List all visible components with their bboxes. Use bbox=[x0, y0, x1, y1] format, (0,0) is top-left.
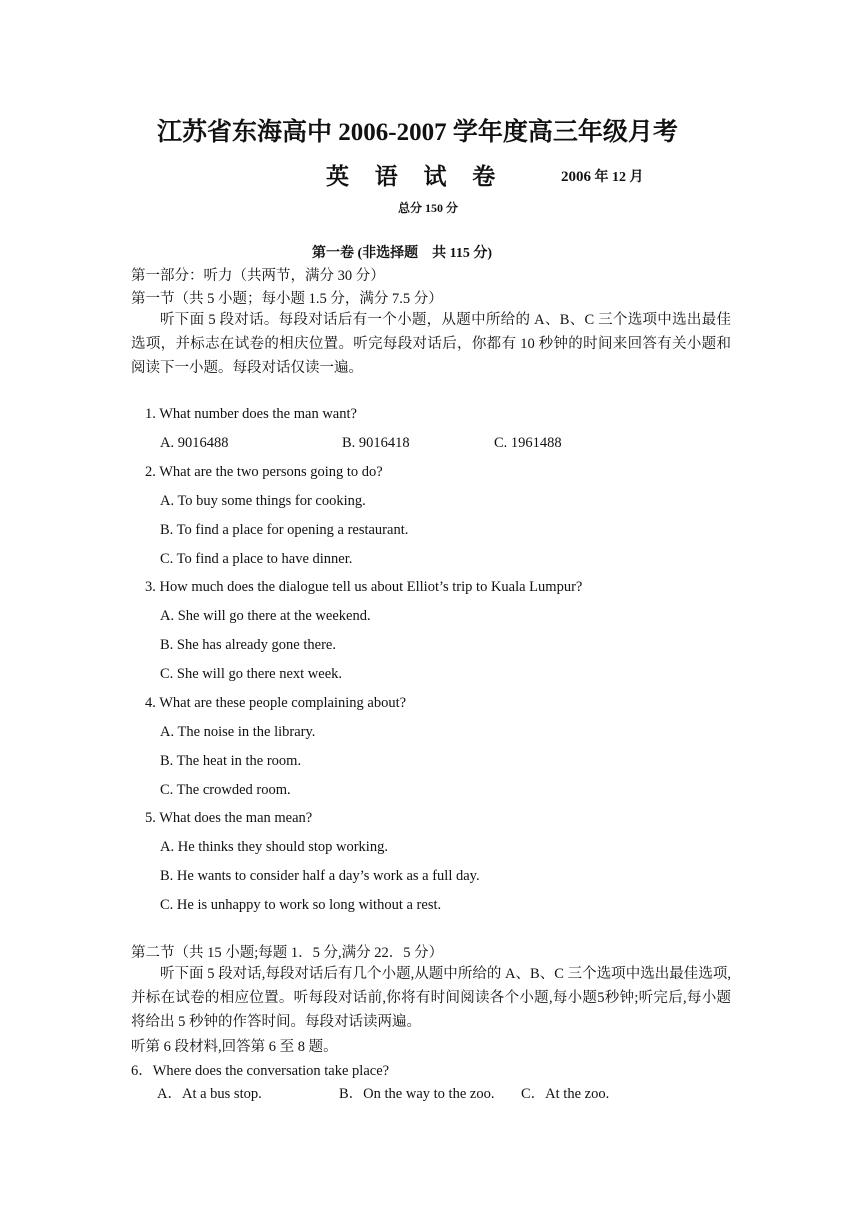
date-year: 2006 bbox=[561, 169, 591, 185]
q2-option-b: B. To find a place for opening a restaurant. bbox=[160, 522, 409, 538]
q6-stem: 6．Where does the conversation take place? bbox=[131, 1063, 390, 1079]
q4-option-c: C. The crowded room. bbox=[160, 782, 291, 798]
total-score: 总分 150 分 bbox=[398, 201, 459, 215]
section1-instruction: 听下面 5 段对话。每段对话后有一个小题，从题中所给的 A、B、C 三个选项中选出最佳选项，并标志在试卷的相庆位置。听完每段对话后，你都有 10 秒钟的时间来回答有关小题和阅读下一小题。每段对话仅读一遍。 bbox=[131, 312, 731, 376]
q5-stem: 5. What does the man mean? bbox=[145, 810, 313, 826]
exam-subject: 英 语 试 卷 bbox=[326, 164, 506, 189]
q4-stem: 4. What are these people complaining about? bbox=[145, 695, 407, 711]
q1-option-a: A. 9016488 bbox=[160, 435, 229, 451]
q1-stem: 1. What number does the man want? bbox=[145, 406, 357, 422]
date-year-label: 年 bbox=[594, 170, 609, 185]
material-note: 听第 6 段材料,回答第 6 至 8 题。 bbox=[131, 1039, 338, 1055]
q3-option-b: B. She has already gone there. bbox=[160, 637, 336, 653]
section1-heading: 第一节（共 5 小题；每小题 1.5 分，满分 7.5 分） bbox=[131, 291, 443, 307]
date-month-label: 月 bbox=[629, 170, 644, 185]
q6-option-a: A．At a bus stop. bbox=[157, 1086, 262, 1102]
q5-option-a: A. He thinks they should stop working. bbox=[160, 839, 388, 855]
section2-heading: 第二节（共 15 小题;每题 1．5 分,满分 22．5 分） bbox=[131, 945, 444, 961]
section2-instruction: 听下面 5 段对话,每段对话后有几个小题,从题中所给的 A、B、C 三个选项中选出最佳选项,并标在试卷的相应位置。听每段对话前,你将有时间阅读各个小题,每小题5秒钟;听完后,每小题将给出 5 秒钟的作答时间。每段对话读两遍。 bbox=[131, 966, 731, 1030]
exam-title: 江苏省东海高中 2006-2007 学年度高三年级月考 bbox=[157, 119, 678, 146]
q6-option-b: B．On the way to the zoo. bbox=[339, 1086, 495, 1102]
part1-heading: 第一部分：听力（共两节，满分 30 分） bbox=[131, 268, 385, 284]
date-month: 12 bbox=[612, 170, 626, 185]
exam-date bbox=[561, 166, 644, 186]
q3-option-c: C. She will go there next week. bbox=[160, 666, 343, 682]
q2-option-c: C. To find a place to have dinner. bbox=[160, 551, 353, 567]
q1-option-b: B. 9016418 bbox=[342, 435, 410, 451]
q4-option-b: B. The heat in the room. bbox=[160, 753, 302, 769]
q3-stem: 3. How much does the dialogue tell us about Elliot’s trip to Kuala Lumpur? bbox=[145, 579, 583, 595]
q1-option-c: C. 1961488 bbox=[494, 435, 562, 451]
volume-heading: 第一卷 (非选择题 共 115 分) bbox=[312, 246, 493, 261]
q2-stem: 2. What are the two persons going to do? bbox=[145, 464, 383, 480]
q5-option-b: B. He wants to consider half a day’s work as a full day. bbox=[160, 868, 480, 884]
q5-option-c: C. He is unhappy to work so long without a rest. bbox=[160, 897, 442, 913]
q4-option-a: A. The noise in the library. bbox=[160, 724, 316, 740]
q6-option-c: C．At the zoo. bbox=[521, 1086, 610, 1102]
q2-option-a: A. To buy some things for cooking. bbox=[160, 493, 366, 509]
q3-option-a: A. She will go there at the weekend. bbox=[160, 608, 371, 624]
